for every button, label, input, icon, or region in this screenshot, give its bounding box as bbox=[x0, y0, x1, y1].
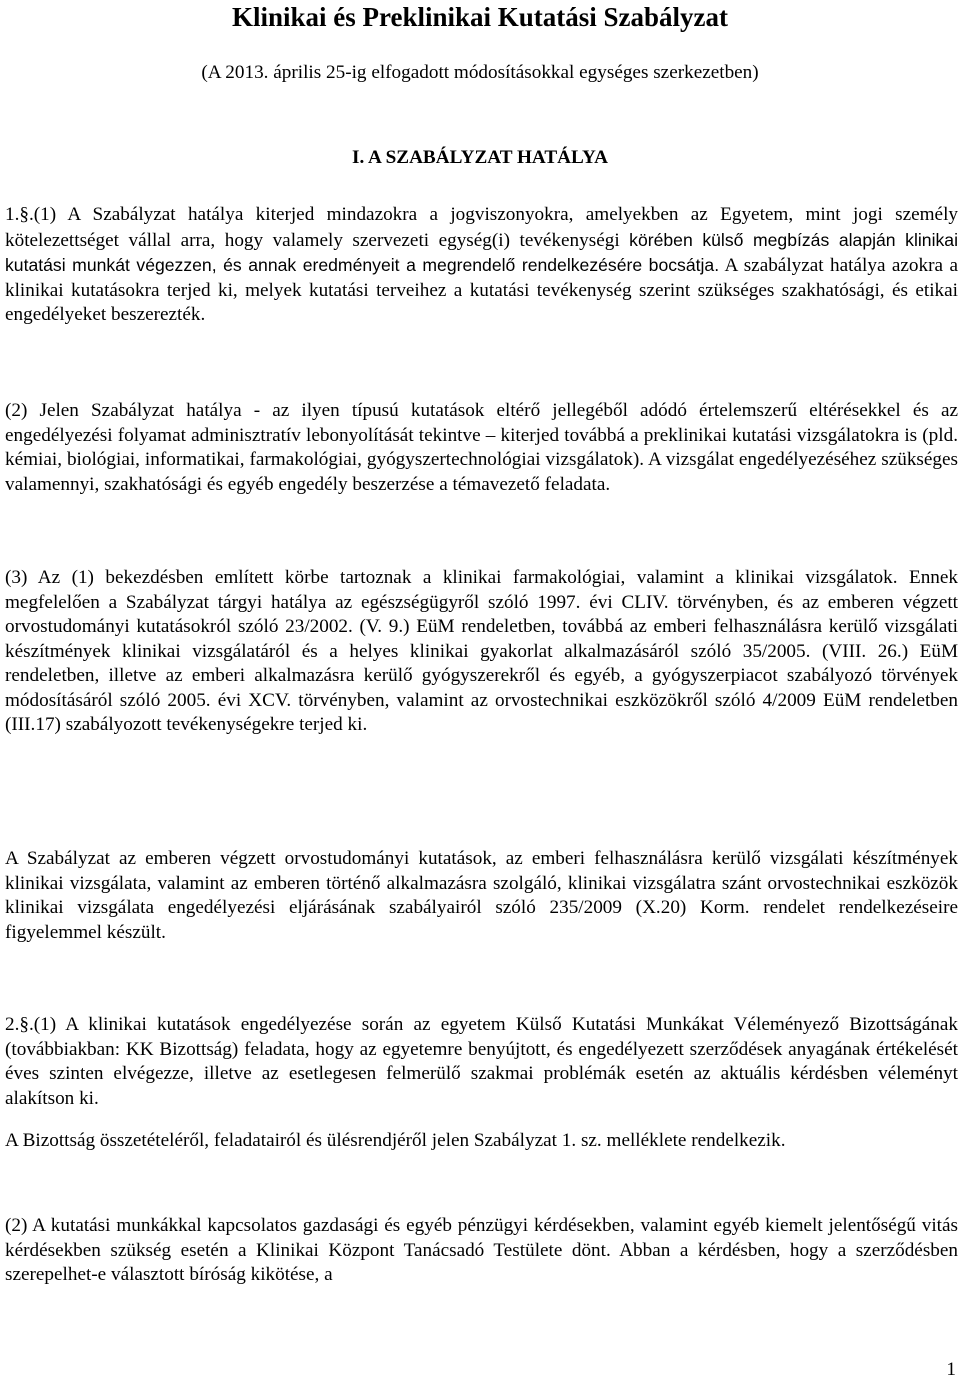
paragraph-4: A Szabályzat az emberen végzett orvostudományi kutatások, az emberi felhasználásra kerülő vizsgálati készítmények klinikai vizsgálata, valamint az emberen történő alkalmazásra szolgáló, klinikai vizsgálatra szánt orvostechnikai eszközök klinikai vizsgálata engedélyezési eljárásának szabályairól szóló 235/2009 (X.20) Korm. rendelet rendelkezéseire figyelemmel készült. bbox=[5, 848, 958, 943]
paragraph-3: (3) Az (1) bekezdésben említett körbe tartoznak a klinikai farmakológiai, valamint a klinikai vizsgálatok. Ennek megfelelően a Szabályzat tárgyi hatálya az egészségügyről szóló 1997. évi CLIV. törvényben, és az emberen végzett orvostudományi kutatásokról szóló 23/2002. (V. 9.) EüM rendeletben, továbbá az emberi felhasználásra kerülő vizsgálati készítmények klinikai vizsgálatáról és a helyes klinikai gyakorlat alkalmazásáról szóló 35/2005. (VIII. 26.) EüM rendeletben, illetve az emberi alkalmazásra kerülő gyógyszerekről és egyéb, a gyógyszerpiacot szabályozó törvények módosításáról szóló 2005. évi XCV. törvényben, valamint az orvostechnikai eszközökről szóló 4/2009 EüM rendeletben (III.17) szabályozott tevékenységekre terjed ki. bbox=[5, 567, 958, 735]
paragraph-6: A Bizottság összetételéről, feladatairól és ülésrendjéről jelen Szabályzat 1. sz. melléklete rendelkezik. bbox=[5, 1130, 786, 1151]
page-number: 1 bbox=[946, 1359, 956, 1380]
paragraph-1-end: A szabályzat hatálya azokra a klinikai kutatásokra terjed ki, melyek kutatási terveihez a kutatási tevékenység szerint szükséges szakhatósági, és etikai engedélyeket beszerezték. bbox=[5, 255, 958, 325]
document-subtitle: (A 2013. április 25-ig elfogadott módosításokkal egységes szerkezetben) bbox=[201, 62, 759, 83]
paragraph-1 bbox=[5, 203, 958, 328]
paragraph-1-sans-segment: körében külső megbízás alapján klinikai kutatási munkát végezzen, és annak eredményeit a megrendelő rendelkezésére bocsátja. bbox=[5, 229, 958, 275]
paragraph-5: 2.§.(1) A klinikai kutatások engedélyezése során az egyetem Külső Kutatási Munkákat Véleményező Bizottságának (továbbiakban: KK Bizottság) feladata, hogy az egyetemre benyújtott, és engedélyezett szerződések anyagának értékelését éves szinten elvégezze, illetve az esetlegesen felmerülő szakmai problémák esetén az aktuális kérdésben véleményt alakítson ki. bbox=[5, 1014, 958, 1109]
section-heading: I. A SZABÁLYZAT HATÁLYA bbox=[352, 147, 608, 168]
paragraph-2: (2) Jelen Szabályzat hatálya - az ilyen típusú kutatások eltérő jellegéből adódó értelemszerű eltérésekkel és az engedélyezési folyamat adminisztratív lebonyolítását tekintve – kiterjed továbbá a preklinikai kutatási vizsgálatokra is (pld. kémiai, biológiai, informatikai, farmakológiai, gyógyszertechnológiai vizsgálatok). A vizsgálat engedélyezéséhez szükséges valamennyi, szakhatósági és egyéb engedély beszerzése a témavezető feladata. bbox=[5, 400, 958, 495]
paragraph-1-start: 1.§.(1) A Szabályzat hatálya kiterjed mindazokra a jogviszonyokra, amelyekben az Egyetem, mint jogi személy kötelezettséget vállal arra, hogy valamely szervezeti egység(i) tevékenységi bbox=[5, 204, 958, 251]
document-title: Klinikai és Preklinikai Kutatási Szabályzat bbox=[231, 2, 729, 32]
paragraph-7: (2) A kutatási munkákkal kapcsolatos gazdasági és egyéb pénzügyi kérdésekben, valamint egyéb kiemelt jelentőségű vitás kérdésekben szükség esetén a Klinikai Központ Tanácsadó Testülete dönt. Abban a kérdésben, hogy a szerződésben szerepelhet-e választott bíróság kikötése, a bbox=[5, 1215, 958, 1285]
